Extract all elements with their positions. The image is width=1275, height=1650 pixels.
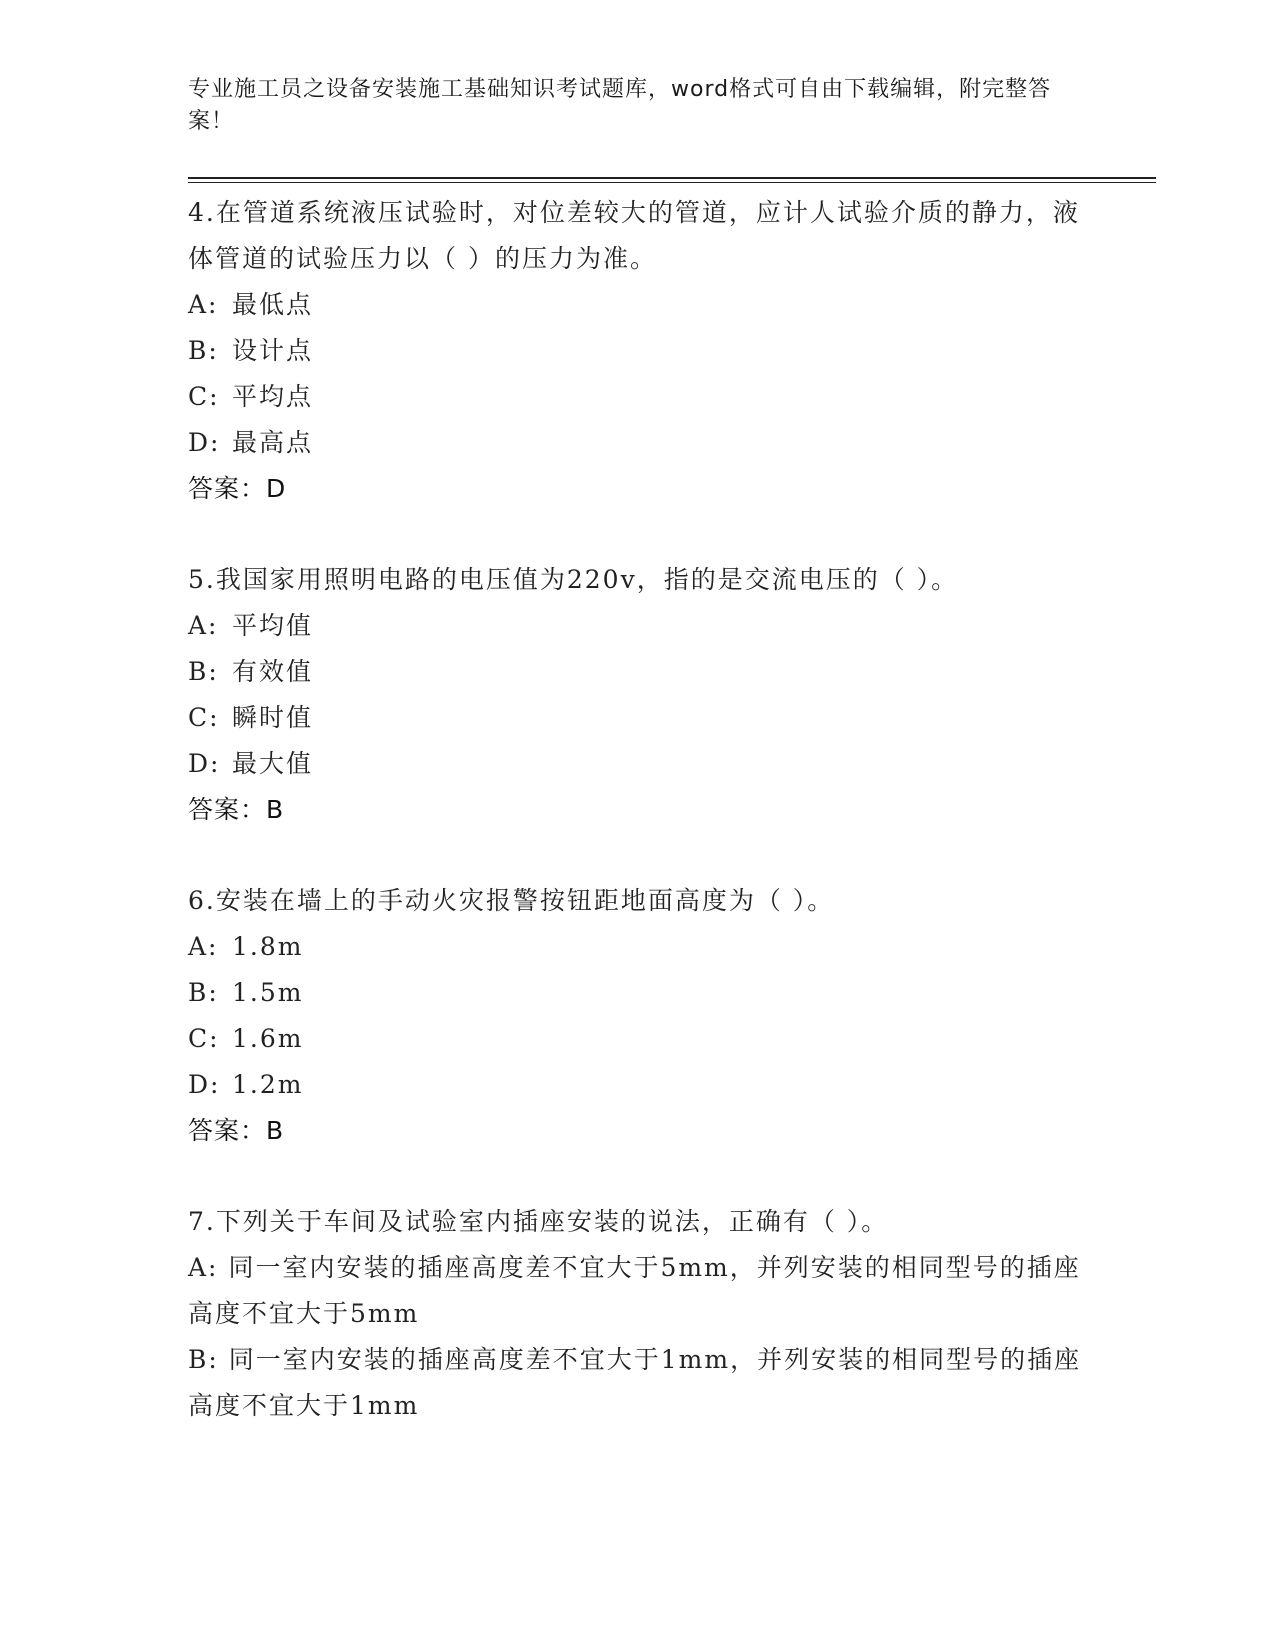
spacer <box>188 512 1088 557</box>
option-d <box>188 1062 1088 1108</box>
option-key: A: <box>188 611 219 640</box>
option-key: C: <box>188 382 220 411</box>
option-b <box>188 328 1088 374</box>
option-b <box>188 649 1088 695</box>
question-5 <box>188 557 1088 833</box>
option-text: 设计点 <box>232 336 314 365</box>
document-header: 专业施工员之设备安装施工基础知识考试题库，word格式可自由下载编辑，附完整答案！ <box>188 77 1052 134</box>
option-text: 1.8m <box>232 932 304 961</box>
option-c <box>188 1016 1088 1062</box>
question-stem: 7.下列关于车间及试验室内插座安装的说法，正确有（ ）。 <box>188 1207 889 1236</box>
option-key: D: <box>188 428 221 457</box>
answer-line: 答案：B <box>188 795 285 824</box>
header-divider-thin <box>188 182 1156 183</box>
option-text: 同一室内安装的插座高度差不宜大于1mm，并列安装的相同型号的插座高度不宜大于1mm <box>188 1345 1082 1420</box>
option-text: 平均值 <box>232 611 314 640</box>
question-stem: 5.我国家用照明电路的电压值为220v，指的是交流电压的（ ）。 <box>188 565 959 594</box>
option-text: 1.5m <box>232 978 304 1007</box>
spacer <box>188 833 1088 878</box>
option-key: A: <box>188 290 219 319</box>
option-b <box>188 1337 1088 1429</box>
option-text: 1.6m <box>232 1024 304 1053</box>
option-d <box>188 741 1088 787</box>
spacer <box>188 1154 1088 1199</box>
header-divider-thick <box>188 177 1156 179</box>
option-key: B: <box>188 1345 219 1374</box>
option-text: 最低点 <box>232 290 314 319</box>
answer-line: 答案：D <box>188 474 287 503</box>
option-key: C: <box>188 703 220 732</box>
option-text: 最高点 <box>232 428 314 457</box>
option-b <box>188 970 1088 1016</box>
answer-line: 答案：B <box>188 1116 285 1145</box>
option-c <box>188 695 1088 741</box>
option-text: 1.2m <box>232 1070 304 1099</box>
option-d <box>188 420 1088 466</box>
option-key: C: <box>188 1024 220 1053</box>
option-text: 平均点 <box>232 382 314 411</box>
option-key: D: <box>188 749 221 778</box>
option-text: 瞬时值 <box>232 703 314 732</box>
option-a <box>188 924 1088 970</box>
option-key: D: <box>188 1070 221 1099</box>
option-key: B: <box>188 978 219 1007</box>
option-c <box>188 374 1088 420</box>
question-stem: 4.在管道系统液压试验时，对位差较大的管道，应计人试验介质的静力，液体管道的试验压力以（ ）的压力为准。 <box>188 198 1080 273</box>
option-key: B: <box>188 657 219 686</box>
option-text: 同一室内安装的插座高度差不宜大于5mm，并列安装的相同型号的插座高度不宜大于5mm <box>188 1253 1081 1328</box>
option-a <box>188 1245 1088 1337</box>
question-stem: 6.安装在墙上的手动火灾报警按钮距地面高度为（ ）。 <box>188 886 835 915</box>
option-key: A: <box>188 932 219 961</box>
option-text: 有效值 <box>232 657 314 686</box>
option-key: A: <box>188 1253 219 1282</box>
question-7 <box>188 1199 1088 1429</box>
option-a <box>188 603 1088 649</box>
option-key: B: <box>188 336 219 365</box>
question-6 <box>188 878 1088 1154</box>
question-list <box>188 190 1088 1429</box>
question-4 <box>188 190 1088 512</box>
option-text: 最大值 <box>232 749 314 778</box>
option-a <box>188 282 1088 328</box>
